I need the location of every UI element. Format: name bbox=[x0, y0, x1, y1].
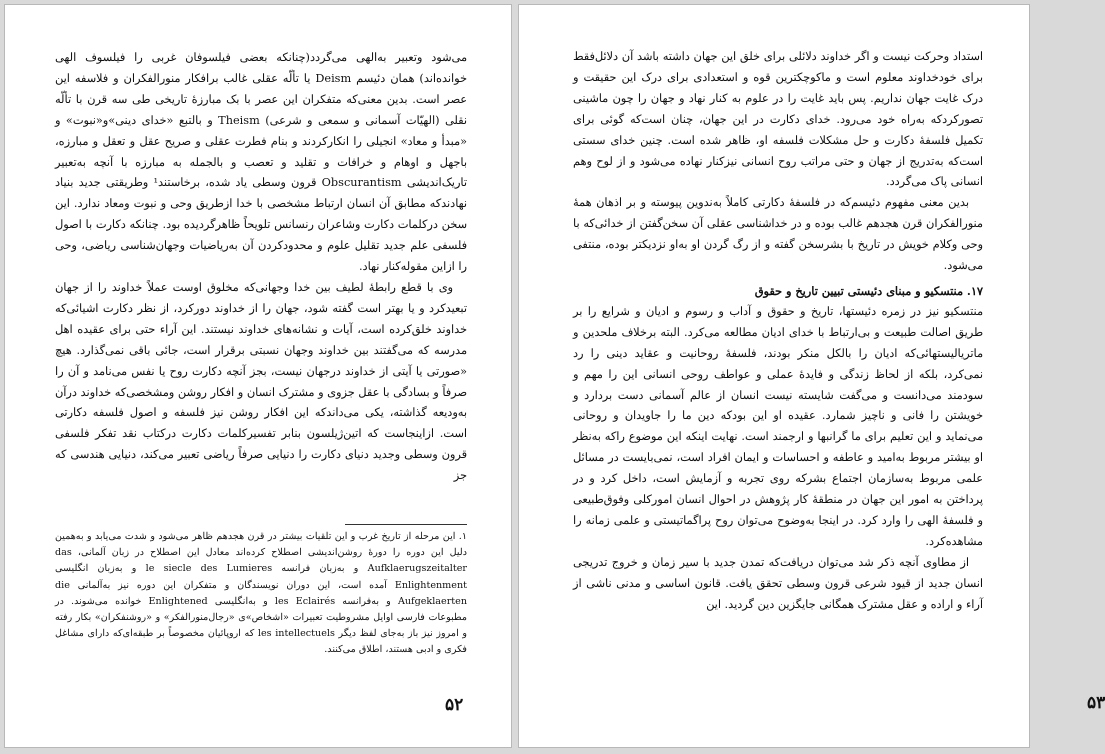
paragraph: استداد وحرکت نیست و اگر خداوند دلائلی برای خلق این جهان داشته باشد آن دلائل‌فقط برای خودخداوند معلوم است و ماکوچکترین قوه و استعدادی برای درک این حقیقت و درک غایت جهان نداریم. پس باید غایت را در علوم به کنار نهاد و جهان را چون ماشینی تصورکرد‌که به‌راه خود می‌رود. خدای دکارت در این جهان، چنان است‌که گوئی برای تکمیل فلسفهٔ دکارت و حل مشکلات فلسفه او، ظاهر شده است. چنین خدای سستی است‌که به‌تدریج از جهان و حتی مراتب روح انسانی نیزکنار نهاده می‌شود و از لوح وهم انسانی پاک می‌گردد. bbox=[573, 50, 983, 189]
page-number: ۵۳ bbox=[1087, 693, 1105, 713]
left-page bbox=[4, 4, 512, 748]
right-page-body bbox=[573, 47, 983, 687]
footnote-divider bbox=[345, 524, 467, 525]
right-page bbox=[518, 4, 1105, 748]
paragraph: بدین معنی مفهوم دئیسم‌که در فلسفهٔ دکارتی کاملاً به‌ندوین پیوسته و بر اذهان همهٔ منورالفکران قرن هجدهم غالب بوده و در خداشناسی عقلی آن سخن‌گفتن از خدائی‌که با وحی وکلام خویش در تاریخ با بشرسخن گفته و از رگ گردن او به‌او نزدیکتر بوده، منتفی می‌شود. bbox=[573, 196, 983, 273]
paragraph: منتسکیو نیز در زمره دئیستها، تاریخ و حقوق و آداب و رسوم و ادیان و شرایع را بر طریق اصالت طبیعت و بی‌ارتباط با خدای ادیان مطالعه می‌کرد. البته برخلاف ملحدین و ماتریالیستهائی‌که ادیان را بالکل منکر بودند، فلسفهٔ روحانیت و عقاید دینی را رد نمی‌کرد، بلکه از لحاظ زندگی و فایدهٔ عملی و عواطف روحی انسانی این را مهم و سودمند می‌دانست و می‌گفت شایسته نیست انسان از عالم آسمانی دست بردارد و خویشتن را فانی و ناچیز شمارد. عقیده او این بود‌که دین ما را جاویدان و روحانی می‌نماید و این تعلیم برای ما گرانبها و ارجمند است. نهایت اینکه این موضوع را‌که به‌نظر او بیشتر مربوط به‌امید و عاطفه و احساسات و ایمان افراد است، نمی‌بایست در مسائل علمی مربوط به‌سازمان اجتماع بشرکه روی تجربه و آزمایش است، داخل کرد و در پرداختن به امور این جهان در منطقهٔ کار پژوهش در احوال انسان امورکلی وفوق‌طبیعی و فلسفهٔ الهی را وارد کرد. در اینجا به‌وضوح می‌توان روح پراگماتیستی و علمی زمانه را مشاهده‌کرد. bbox=[573, 304, 983, 548]
paragraph: می‌شود وتعبیر به‌الهی می‌گردد(چنانکه بعضی فیلسوفان غربی را فیلسوف الهی خوانده‌اند) همان دئیسم Deism یا تألّه عقلی غالب برافکار منورالفکران و فلاسفه این عصر است. بدین معنی‌که متفکران این عصر با بک مبارزهٔ تاریخی طی سه قرن با تألّه نقلی (الهیّات آسمانی و سمعی و شرعی) Theism و بالتبع «خدای دینی»و«نبوت» و «مبدأ و معاد» انجیلی را انکارکردند و بنام فطرت عقلی و صریح عقل و تعقل و مبارزه، باجهل و اوهام و خرافات و تقلید و تعصب و بالجمله به مبارزه با آنچه به‌تعبیر تاریک‌اندیشی Obscurantism قرون وسطی یاد شده، برخاستند¹ وطریقتی جدید بنیاد نهادندکه مطابق آن انسان ارتباط مشخصی با خدا ازطریق وحی و نبوت ومعاد ندارد. این سخن درکلمات دکارت وشاعران رنسانس تلویحاً ظاهرگردیده بود. چنانکه دکارت با اصول فلسفی علم جدید تقلیل علوم و محدودکردن آن به‌ریاضیات وجهان‌شناسی ریاضی، وحی را ازاین مقوله‌کنار نهاد. bbox=[55, 51, 467, 274]
page-number: ۵۲ bbox=[445, 695, 464, 715]
section-heading: ۱۷. منتسکیو و مبنای دئیستی تبیین تاریخ و حقوق bbox=[754, 283, 983, 298]
footnote: ۱. این مرحله از تاریخ غرب و این تلقیات بیشتر در قرن هجدهم ظاهر می‌شود و شدت می‌یابد و به‌همین دلیل این دوره را دورهٔ روشن‌اندیشی اصطلاح کرده‌اند معادل این اصطلاح در زبان آلمانی، das Aufklaerugszeitalter و به‌زبان فرانسه le siecle des Lumieres و به‌زبان انگلیسی Enlightenment آمده است، این دوران نویسندگان و متفکران این دوره نیز به‌آلمانی die Aufgeklaerten و به‌فرانسه les Eclairés و به‌انگلیسی Enlightened خوانده می‌شوند. در مطبوعات فارسی اوایل مشروطیت تعبیرات «اشخاص»ی «رجال‌منورالفکر» و «روشنفکران» بکار رفته و امروز نیز باز به‌جای لفظ دیگر les intellectuels که اروپائیان مخصوصاً بر طبقه‌ای‌که دارای مشاغل فکری و ادبی هستند، اطلاق می‌کنند. bbox=[55, 531, 468, 656]
paragraph: از مطاوی آنچه ذکر شد می‌توان دریافت‌که تمدن جدید با سیر زمان و خروج تدریجی انسان جدید از قیود شرعی قرون وسطی تحقق یافت. قانون اساسی و مدنی ناشی از آراء و اراده و عقل مشترک همگانی جایگزین دین گردید. این bbox=[573, 555, 983, 611]
paragraph: وی با قطع رابطهٔ لطیف بین خدا وجهانی‌که مخلوق اوست عملاً خداوند را از جهان تبعیدکرد و یا بهتر است گفته شود، جهان را از خداوند دورکرد، از نظر دکارت اشیائی‌که خداوند خلق‌کرده است، آیات و نشانه‌های خداوند نیستند. این آراء حتی برای عقیده اهل مدرسه که می‌گفتند بین خداوند وجهان نسبتی برقرار است، جائی باقی نمی‌گذارد. هیچ «صورتی یا آیتی از خداوند درجهان نیست، بجز آنچه دکارت روح یا نفس می‌نامد و آن را صرفاً و بسادگی با عقل جزوی و مشترک انسان و افکار روشن ومشخصی‌که خداوند درآن به‌ودیعه گذاشته، یکی می‌داند‌که این افکار روشن نیز فلسفه و اصول فلسفه دکارتی است. ازاینجاست که اتین‌ژیلسون بنابر تفسیرکلمات دکارت درکتاب نقد تفکر فلسفی قرون وسطی وجدید دنیای دکارت را دنیایی صرفاً ریاضی تعبیر می‌کند، دنیایی هندسی که جز bbox=[55, 280, 467, 483]
left-page-body bbox=[55, 48, 467, 516]
